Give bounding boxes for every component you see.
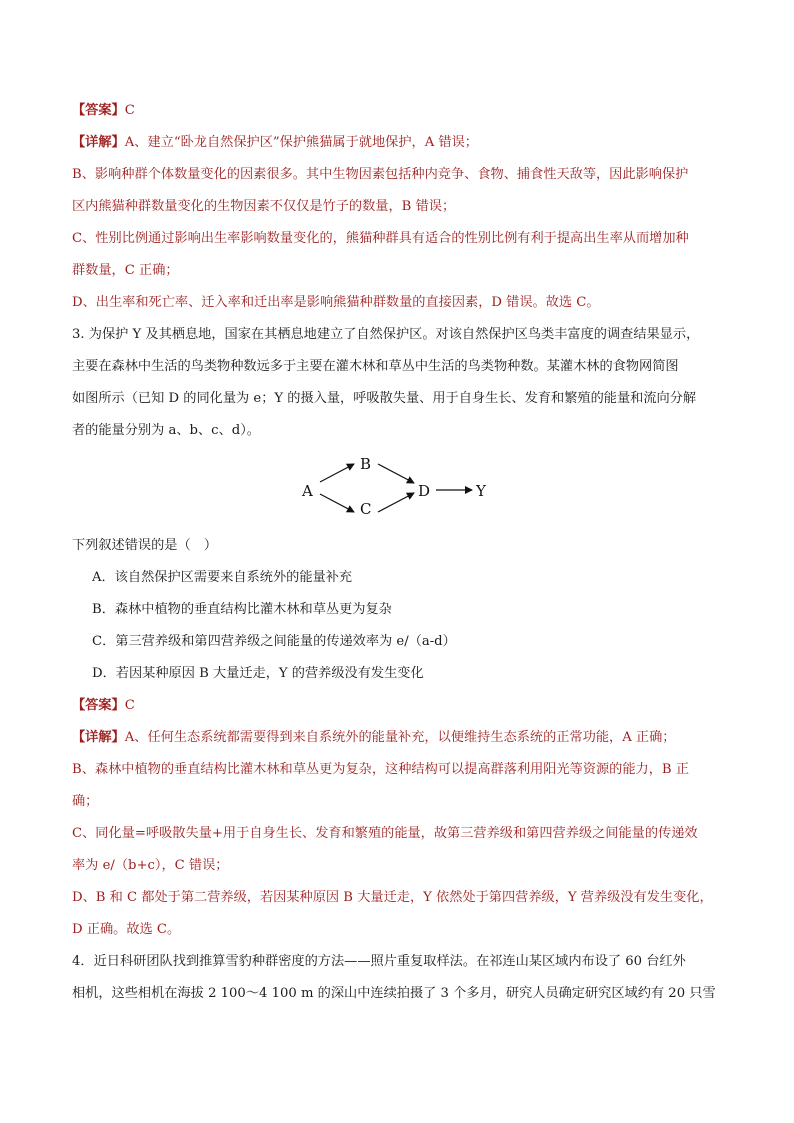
explanation-line-4: C、性别比例通过影响出生率影响数量变化的，熊猫种群具有适合的性别比例有利于提高出生率从而增加种 xyxy=(72,231,689,246)
option-b: B．森林中植物的垂直结构比灌木林和草丛更为复杂 xyxy=(92,602,392,617)
answer-line-2 xyxy=(72,697,732,715)
food-web-diagram xyxy=(290,452,510,526)
explanation-text: A、任何生态系统都需要得到来自系统外的能量补充，以便维持生态系统的正常功能，A 正确； xyxy=(124,730,676,745)
arrow-a-c xyxy=(320,494,354,512)
question-3-line-2: 主要在森林中生活的鸟类物种数远多于主要在灌木林和草丛中生活的鸟类物种数。某灌木林的食物网简图 xyxy=(72,359,679,374)
explanation-text: A、建立“卧龙自然保护区”保护熊猫属于就地保护，A 错误； xyxy=(124,135,478,150)
question-3-prompt: 下列叙述错误的是（ ） xyxy=(72,538,218,553)
explanation-line-3: 区内熊猫种群数量变化的生物因素不仅仅是竹子的数量，B 错误； xyxy=(72,199,456,214)
option-d: D．若因某种原因 B 大量迁走，Y 的营养级没有发生变化 xyxy=(92,666,424,681)
arrow-a-b xyxy=(320,464,354,482)
explanation-line-1 xyxy=(72,134,732,152)
answer-line-1 xyxy=(72,102,732,120)
option-c: C．第三营养级和第四营养级之间能量的传递效率为 e/（a-d） xyxy=(92,634,456,649)
explanation-2-line-5: 率为 e/（b+c），C 错误； xyxy=(72,858,229,873)
node-y: Y xyxy=(476,482,486,500)
explanation-2-line-2: B、森林中植物的垂直结构比灌木林和草丛更为复杂，这种结构可以提高群落利用阳光等资源的能力，B 正 xyxy=(72,762,690,777)
question-3-line-1: 3. 为保护 Y 及其栖息地，国家在其栖息地建立了自然保护区。对该自然保护区鸟类丰富度的调查结果显示， xyxy=(72,327,700,342)
question-3-line-3: 如图所示（已知 D 的同化量为 e；Y 的摄入量，呼吸散失量、用于自身生长、发育和繁殖的能量和流向分解 xyxy=(72,391,697,406)
node-b: B xyxy=(360,455,372,473)
explanation-tag: 【详解】 xyxy=(72,730,125,745)
explanation-2-line-7: D 正确。故选 C。 xyxy=(72,922,181,937)
arrow-b-d xyxy=(378,464,414,483)
answer-value: C xyxy=(124,698,135,713)
answer-tag: 【答案】 xyxy=(72,103,125,118)
answer-value: C xyxy=(124,103,135,118)
node-d: D xyxy=(418,482,431,500)
node-c: C xyxy=(360,500,372,518)
explanation-line-2: B、影响种群个体数量变化的因素很多。其中生物因素包括种内竞争、食物、捕食性天敌等，因此影响保护 xyxy=(72,167,689,182)
explanation-line-5: 群数量，C 正确； xyxy=(72,263,179,278)
explanation-2-line-4: C、同化量=呼吸散失量+用于自身生长、发育和繁殖的能量，故第三营养级和第四营养级之间能量的传递效 xyxy=(72,826,698,841)
arrow-c-d xyxy=(378,493,414,512)
explanation-2-line-6: D、B 和 C 都处于第二营养级，若因某种原因 B 大量迁走，Y 依然处于第四营养级，Y 营养级没有发生变化， xyxy=(72,890,713,905)
question-3-line-4: 者的能量分别为 a、b、c、d）。 xyxy=(72,423,260,438)
question-4-line-2: 相机，这些相机在海拔 2 100～4 100 m 的深山中连续拍摄了 3 个多月，研究人员确定研究区域约有 20 只雪 xyxy=(72,986,716,1001)
explanation-2-line-1 xyxy=(72,729,732,747)
option-a: A．该自然保护区需要来自系统外的能量补充 xyxy=(92,570,353,585)
explanation-2-line-3: 确； xyxy=(72,794,99,809)
answer-tag: 【答案】 xyxy=(72,698,125,713)
explanation-line-6: D、出生率和死亡率、迁入率和迁出率是影响熊猫种群数量的直接因素，D 错误。故选 C。 xyxy=(72,295,600,310)
explanation-tag: 【详解】 xyxy=(72,135,125,150)
node-a: A xyxy=(302,482,313,500)
question-4-line-1: 4．近日科研团队找到推算雪豹种群密度的方法——照片重复取样法。在祁连山某区域内布设了 60 台红外 xyxy=(72,954,686,969)
